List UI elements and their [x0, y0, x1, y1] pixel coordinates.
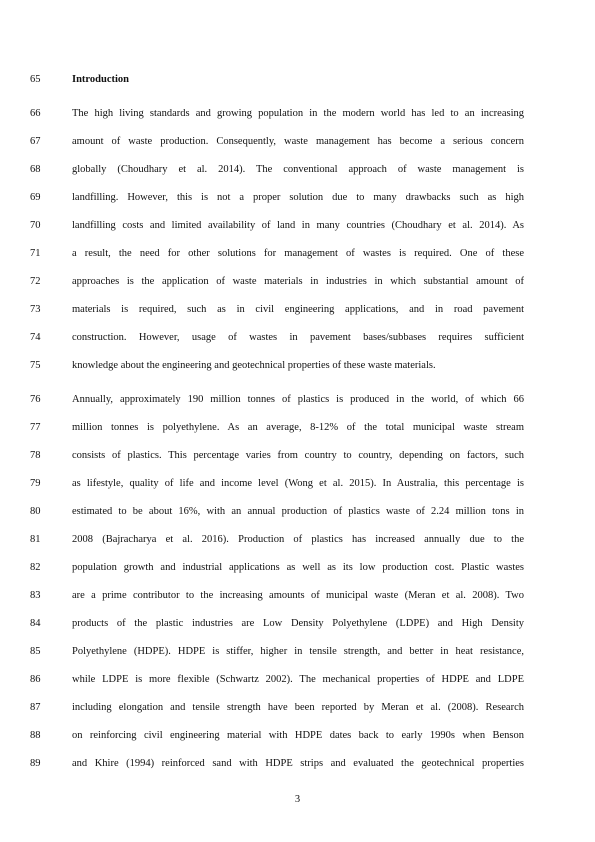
line-number: 66 [30, 108, 41, 119]
line-number: 72 [30, 276, 41, 287]
paragraph-line: 2008 (Bajracharya et al. 2016). Production of plastics has increased annually due to the [72, 534, 524, 545]
line-number: 71 [30, 248, 41, 259]
paragraph-line: as lifestyle, quality of life and income level (Wong et al. 2015). In Australia, this percentage is [72, 478, 524, 489]
paragraph-line: estimated to be about 16%, with an annual production of plastics waste of 2.24 million tons in [72, 506, 524, 517]
line-number: 79 [30, 478, 41, 489]
paragraph-line: materials is required, such as in civil engineering applications, and in road pavement [72, 304, 524, 315]
paragraph-line: Polyethylene (HDPE). HDPE is stiffer, higher in tensile strength, and better in heat resistance, [72, 646, 524, 657]
paragraph-line: The high living standards and growing population in the modern world has led to an increasing [72, 108, 524, 119]
line-number: 89 [30, 758, 41, 769]
line-number: 77 [30, 422, 41, 433]
line-number: 67 [30, 136, 41, 147]
paragraph-line: on reinforcing civil engineering material with HDPE dates back to early 1990s when Benson [72, 730, 524, 741]
paragraph-line: landfilling. However, this is not a proper solution due to many drawbacks such as high [72, 192, 524, 203]
paragraph-line: population growth and industrial applications as well as its low production cost. Plastic wastes [72, 562, 524, 573]
paragraph-line: consists of plastics. This percentage varies from country to country, depending on factors, such [72, 450, 524, 461]
paragraph-line: million tonnes is polyethylene. As an average, 8-12% of the total municipal waste stream [72, 422, 524, 433]
paragraph-line: and Khire (1994) reinforced sand with HDPE strips and evaluated the geotechnical properties [72, 758, 524, 769]
line-number: 73 [30, 304, 41, 315]
line-number: 70 [30, 220, 41, 231]
paragraph-line: products of the plastic industries are Low Density Polyethylene (LDPE) and High Density [72, 618, 524, 629]
line-number: 85 [30, 646, 41, 657]
paragraph-line: are a prime contributor to the increasing amounts of municipal waste (Meran et al. 2008). Two [72, 590, 524, 601]
line-number: 83 [30, 590, 41, 601]
paragraph-line: landfilling costs and limited availability of land in many countries (Choudhary et al. 2014). As [72, 220, 524, 231]
line-number: 65 [30, 74, 41, 85]
line-number: 86 [30, 674, 41, 685]
line-number: 82 [30, 562, 41, 573]
line-number: 75 [30, 360, 41, 371]
line-number: 68 [30, 164, 41, 175]
section-heading: Introduction [72, 74, 129, 85]
paragraph-line: Annually, approximately 190 million tonnes of plastics is produced in the world, of which 66 [72, 394, 524, 405]
page-number: 3 [294, 794, 301, 805]
line-number: 87 [30, 702, 41, 713]
paragraph-line: while LDPE is more flexible (Schwartz 2002). The mechanical properties of HDPE and LDPE [72, 674, 524, 685]
line-number: 69 [30, 192, 41, 203]
line-number: 81 [30, 534, 41, 545]
paragraph-line: globally (Choudhary et al. 2014). The conventional approach of waste management is [72, 164, 524, 175]
line-number: 74 [30, 332, 41, 343]
paragraph-line: construction. However, usage of wastes in pavement bases/subbases requires sufficient [72, 332, 524, 343]
line-number: 80 [30, 506, 41, 517]
line-number: 88 [30, 730, 41, 741]
paragraph-line: a result, the need for other solutions for management of wastes is required. One of these [72, 248, 524, 259]
paragraph-line: amount of waste production. Consequently, waste management has become a serious concern [72, 136, 524, 147]
line-number: 78 [30, 450, 41, 461]
paragraph-line: knowledge about the engineering and geotechnical properties of these waste materials. [72, 360, 436, 371]
paragraph-line: including elongation and tensile strength have been reported by Meran et al. (2008). Research [72, 702, 524, 713]
paragraph-line: approaches is the application of waste materials in industries in which substantial amount of [72, 276, 524, 287]
line-number: 84 [30, 618, 41, 629]
line-number: 76 [30, 394, 41, 405]
